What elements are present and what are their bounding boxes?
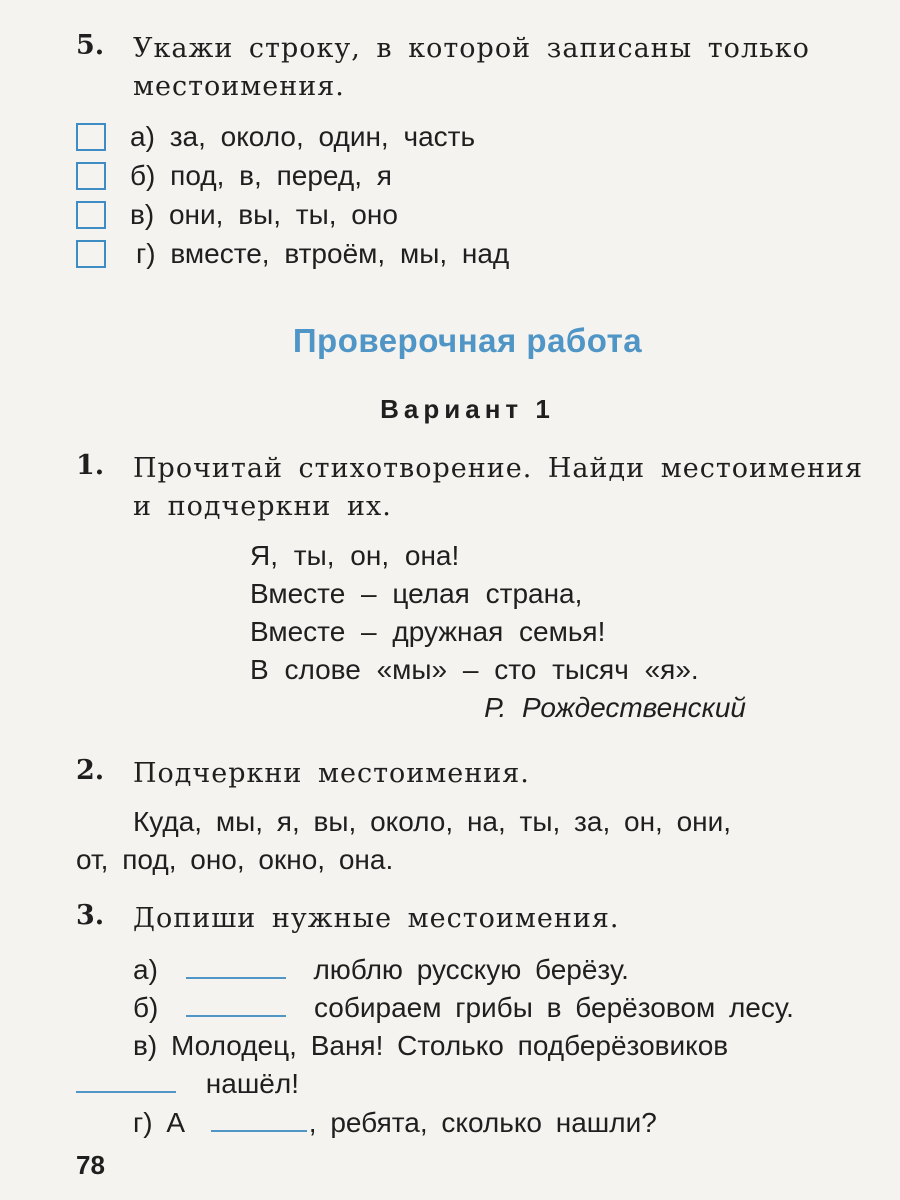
fill-item-c: [133, 1030, 728, 1062]
word-list-line: Куда, мы, я, вы, около, на, ты, за, он, они,: [133, 806, 732, 837]
task-2: [76, 755, 866, 793]
task-number: 1.: [76, 450, 105, 481]
option-text: они, вы, ты, оно: [168, 199, 398, 230]
fill-item-a: [133, 954, 629, 986]
option-b: [76, 159, 392, 193]
poem-line: В слове «мы» – сто тысяч «я».: [250, 654, 699, 685]
blank-field[interactable]: [211, 1108, 307, 1132]
option-c: [76, 198, 398, 232]
option-d: [76, 237, 509, 271]
item-text: Молодец, Ваня! Столько подберёзовиков: [170, 1030, 729, 1061]
item-text: люблю русскую берёзу.: [313, 954, 629, 985]
option-text: вместе, втроём, мы, над: [170, 238, 510, 269]
option-text: за, около, один, часть: [169, 121, 476, 152]
task-5: [76, 30, 866, 106]
answer-checkbox[interactable]: [76, 240, 106, 268]
poem-line: Вместе – целая страна,: [250, 578, 583, 609]
task-number: 3.: [76, 900, 105, 931]
poem-line: Вместе – дружная семья!: [250, 616, 606, 647]
fill-item-d: [133, 1107, 657, 1139]
option-a: [76, 120, 475, 154]
page-number: 78: [76, 1150, 105, 1180]
blank-field[interactable]: [76, 1069, 176, 1093]
task-3: [76, 900, 866, 938]
variant-title: Вариант 1: [380, 394, 555, 424]
word-list-line: от, под, оно, окно, она.: [76, 844, 394, 875]
task-instruction: Прочитай стихотворение. Найди местоимения и подчеркни их.: [133, 453, 864, 522]
item-letter: а): [133, 954, 158, 985]
blank-field[interactable]: [186, 955, 286, 979]
option-letter: в): [130, 199, 155, 230]
task-1: [76, 450, 866, 526]
answer-checkbox[interactable]: [76, 123, 106, 151]
item-text: нашёл!: [205, 1068, 299, 1099]
task-instruction: Укажи строку, в которой записаны только местоимения.: [133, 33, 810, 102]
option-letter: г): [136, 238, 156, 269]
option-letter: б): [130, 160, 156, 191]
item-letter: в): [133, 1030, 158, 1061]
item-pre: А: [166, 1107, 186, 1138]
item-letter: б): [133, 992, 159, 1023]
poem-line: Я, ты, он, она!: [250, 540, 460, 571]
poem-author: Р. Рождественский: [484, 692, 746, 723]
option-letter: а): [130, 121, 155, 152]
option-text: под, в, перед, я: [170, 160, 392, 191]
answer-checkbox[interactable]: [76, 162, 106, 190]
item-text: , ребята, сколько нашли?: [308, 1107, 657, 1138]
task-number: 5.: [76, 30, 105, 61]
section-title: Проверочная работа: [292, 322, 643, 359]
blank-field[interactable]: [186, 993, 286, 1017]
task-instruction: Подчеркни местоимения.: [133, 758, 530, 789]
fill-item-b: [133, 992, 794, 1024]
item-text: собираем грибы в берёзовом лесу.: [313, 992, 794, 1023]
item-letter: г): [133, 1107, 153, 1138]
task-number: 2.: [76, 755, 105, 786]
fill-item-c-cont: [76, 1068, 299, 1100]
answer-checkbox[interactable]: [76, 201, 106, 229]
task-instruction: Допиши нужные местоимения.: [133, 903, 620, 934]
